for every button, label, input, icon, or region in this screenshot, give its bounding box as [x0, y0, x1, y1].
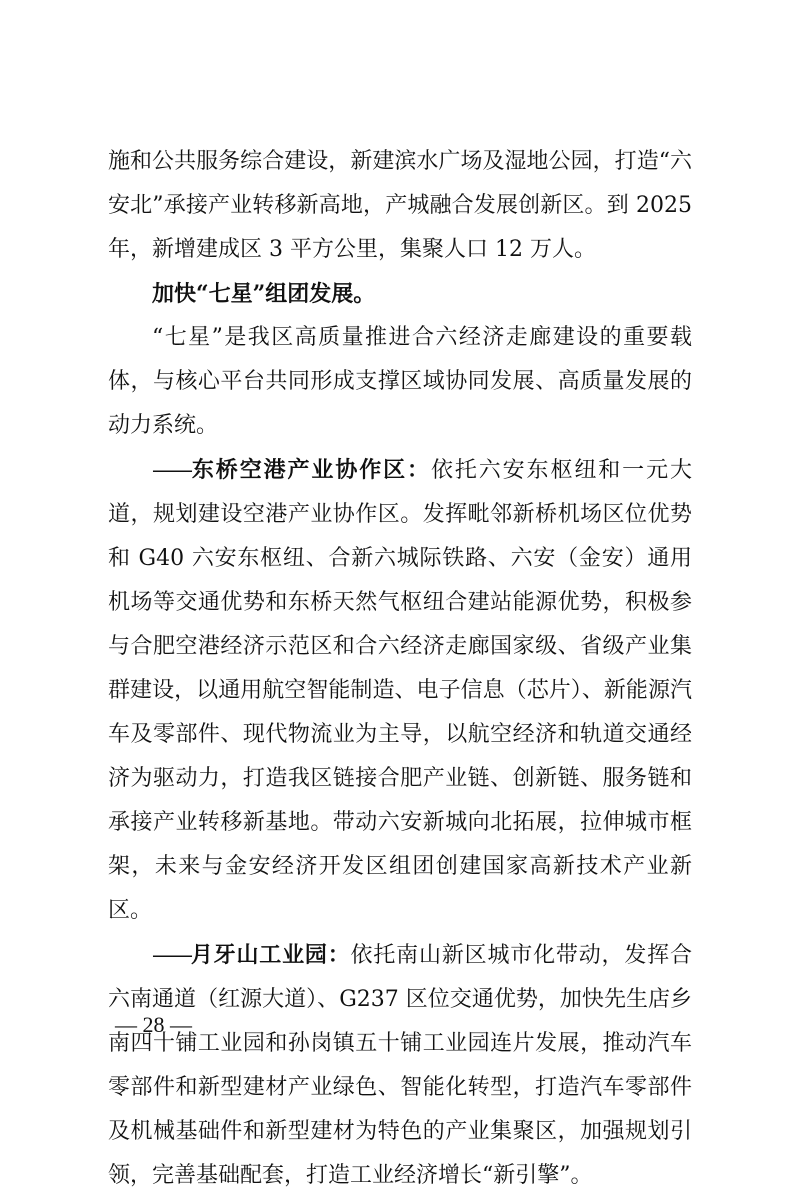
item-yueyashan-industrial-park [108, 933, 692, 1198]
paragraph-qixing-intro: “七星”是我区高质量推进合六经济走廊建设的重要载体，与核心平台共同形成支撑区域协同发展、高质量发展的动力系统。 [108, 325, 692, 438]
item-title: 月牙山工业园： [190, 942, 351, 968]
em-dash: —— [152, 458, 190, 483]
em-dash: —— [152, 943, 190, 968]
item-title: 东桥空港产业协作区： [190, 457, 431, 483]
item-text: 依托南山新区城市化带动，发挥合六南通道（红源大道）、G237 区位交通优势，加快先生店乡南四十铺工业园和孙岗镇五十铺工业园连片发展，推动汽车零部件和新型建材产业绿色、智能化转型，打造汽车零部件及机械基础件和新型建材为特色的产业集聚区，加强规划引领，完善基础配套，打造工业经济增长“新引擎”。 [108, 943, 692, 1188]
paragraph-continued: 施和公共服务综合建设，新建滨水广场及湿地公园，打造“六安北”承接产业转移新高地，产城融合发展创新区。到 2025 年，新增建成区 3 平方公里，集聚人口 12 万人。 [108, 149, 692, 262]
page-number: — 28 — [115, 1012, 192, 1037]
section-heading: 加快“七星”组团发展。 [152, 281, 376, 307]
item-dongqiao-airport-zone [108, 448, 692, 933]
item-text: 依托六安东枢纽和一元大道，规划建设空港产业协作区。发挥毗邻新桥机场区位优势和 G40 六安东枢纽、合新六城际铁路、六安（金安）通用机场等交通优势和东桥天然气枢纽合建站能源优势，积极参与合肥空港经济示范区和合六经济走廊国家级、省级产业集群建设，以通用航空智能制造、电子信息（芯片）、新能源汽车及零部件、现代物流业为主导，以航空经济和轨道交通经济为驱动力，打造我区链接合肥产业链、创新链、服务链和承接产业转移新基地。带动六安新城向北拓展，拉伸城市框架，未来与金安经济开发区组团创建国家高新技术产业新区。 [108, 458, 692, 923]
document-body [108, 140, 692, 1198]
